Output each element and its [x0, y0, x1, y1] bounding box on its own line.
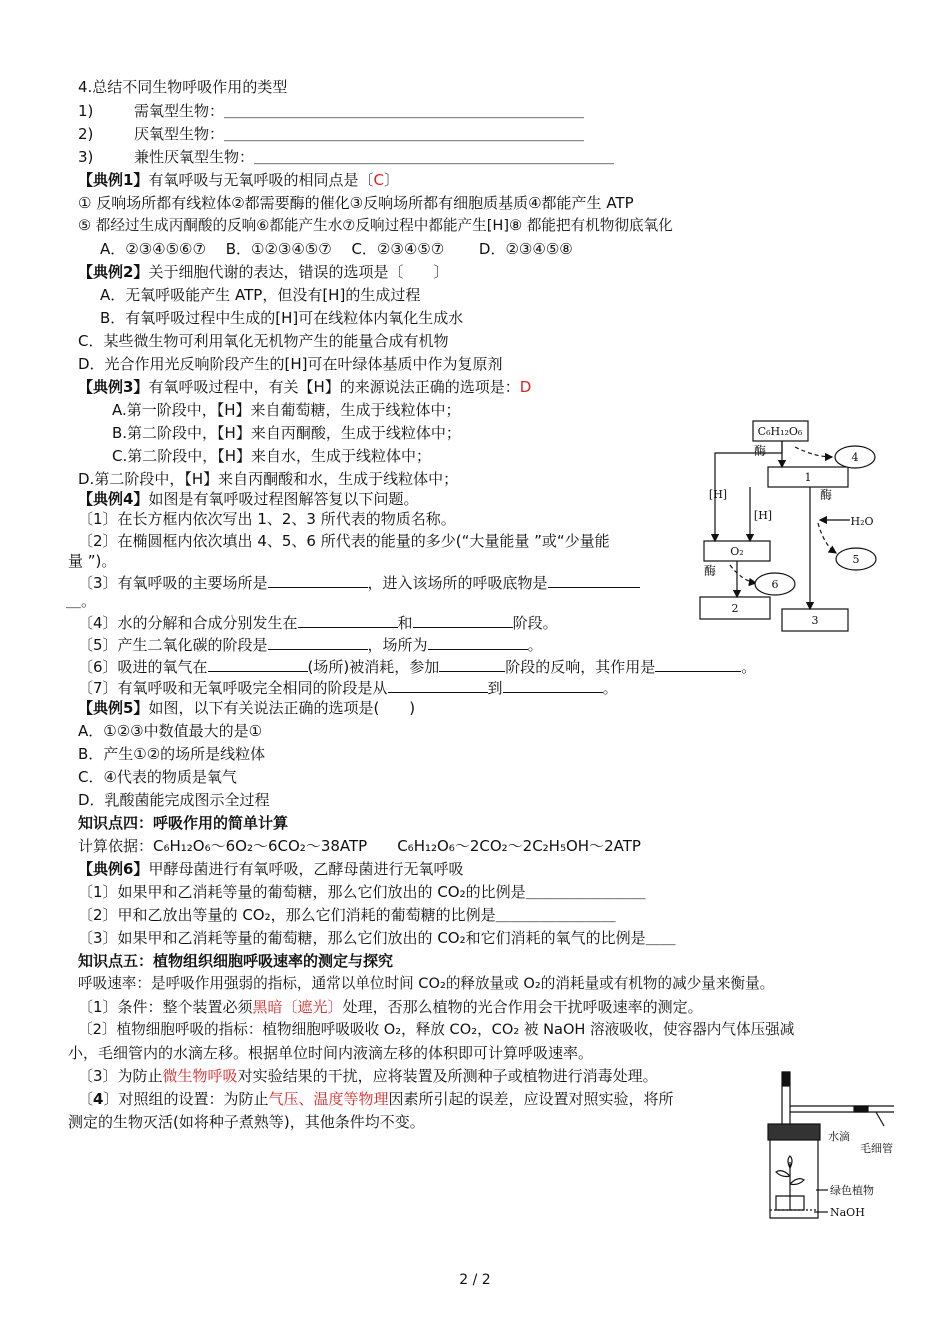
ex2-question: 【典例2】关于细胞代谢的表达，错误的选项是〔 〕	[78, 263, 449, 281]
water-drop-label: 水滴	[828, 1130, 850, 1143]
ex6-q1: 〔1〕如果甲和乙消耗等量的葡萄糖，那么它们放出的 CO₂的比例是＿＿＿＿＿＿＿＿	[78, 883, 646, 901]
ellipse-6-label: 6	[771, 578, 779, 591]
ex3-option-c: C.第二阶段中，【H】来自水，生成于线粒体中；	[112, 447, 432, 465]
box-1-label: 1	[804, 471, 812, 484]
ex3-option-a: A.第一阶段中，【H】来自葡萄糖，生成于线粒体中；	[112, 401, 461, 419]
k5-c3: 〔3〕为防止微生物呼吸对实验结果的干扰，应将装置及所测种子或植物进行消毒处理。	[78, 1067, 658, 1085]
ex2-option-c: C．某些微生物可利用氧化无机物产生的能量合成有机物	[78, 332, 449, 350]
ex3-option-b: B.第二阶段中，【H】来自丙酮酸，生成于线粒体中；	[112, 424, 461, 442]
ex6-q2: 〔2〕甲和乙放出等量的 CO₂，那么它们消耗的葡萄糖的比例是＿＿＿＿＿＿＿＿	[78, 906, 616, 924]
ex5-option-a: A．①②③中数值最大的是①	[78, 722, 263, 740]
k5-c1: 〔1〕条件：整个装置必须黑暗〔遮光〕处理，否那么植物的光合作用会干扰呼吸速率的测定。	[78, 998, 703, 1016]
ellipse-5-label: 5	[852, 553, 860, 566]
ex1-options: A．②③④⑤⑥⑦ B．①②③④⑤⑦ C．②③④⑤⑦ D．②③④⑤⑧	[100, 240, 573, 258]
k5-c4-cont: 测定的生物灭活(如将种子煮熟等)，其他条件均不变。	[68, 1113, 425, 1131]
ex4-q4: 〔4〕水的分解和合成分别发生在 和 阶段。	[78, 614, 558, 632]
apparatus-diagram	[760, 1070, 920, 1230]
ex1-line2: ⑤ 都经过生成丙酮酸的反响⑥都能产生水⑦反响过程中都能产生[H]⑧ 都能把有机物彻底氧化	[78, 217, 673, 234]
ex2-option-d: D．光合作用光反响阶段产生的[H]可在叶绿体基质中作为复原剂	[78, 355, 503, 373]
glucose-label: C₆H₁₂O₆	[757, 425, 803, 438]
ex5-option-c: C．④代表的物质是氧气	[78, 768, 237, 786]
k5-c2b: 小，毛细管内的水滴左移。根据单位时间内液滴左移的体积即可计算呼吸速率。	[68, 1044, 594, 1062]
h-label-1: [H]	[708, 488, 728, 501]
sec4-item-1: 1) 需氧型生物：＿＿＿＿＿＿＿＿＿＿＿＿＿＿＿＿＿＿＿＿＿＿＿＿	[78, 102, 585, 120]
box-3-label: 3	[811, 614, 819, 627]
h-label-2: [H]	[753, 509, 773, 522]
capillary-label: 毛细管	[860, 1142, 893, 1155]
ex6-question: 【典例6】甲酵母菌进行有氧呼吸，乙酵母菌进行无氧呼吸	[78, 860, 464, 878]
page-number: 2 / 2	[459, 1272, 491, 1288]
ex4-q1: 〔1〕在长方框内依次写出 1、2、3 所代表的物质名称。	[78, 510, 456, 528]
respiration-diagram	[690, 415, 890, 635]
ex4-q2b: 量 ”)。	[68, 552, 117, 570]
enzyme-label-3: 酶	[703, 564, 717, 578]
water-drop	[783, 1072, 789, 1086]
k5-title: 知识点五：植物组织细胞呼吸速率的测定与探究	[78, 952, 394, 970]
box-2-label: 2	[731, 602, 739, 615]
k5-c4: 〔4〕对照组的设置：为防止气压、温度等物理因素所引起的误差，应设置对照实验，将所	[78, 1090, 674, 1108]
sec4-item-2: 2) 厌氧型生物：＿＿＿＿＿＿＿＿＿＿＿＿＿＿＿＿＿＿＿＿＿＿＿＿	[78, 125, 585, 143]
ex5-option-d: D．乳酸菌能完成图示全过程	[78, 791, 270, 809]
o2-label: O₂	[730, 545, 744, 558]
ex3-question: 【典例3】有氧呼吸过程中，有关【H】的来源说法正确的选项是：D	[78, 378, 532, 396]
ellipse-4-label: 4	[851, 451, 859, 464]
k5-rate: 呼吸速率：是呼吸作用强弱的指标，通常以单位时间 CO₂的释放量或 O₂的消耗量或有机物的减少量来衡量。	[78, 975, 775, 992]
ex4-q3: 〔3〕有氧呼吸的主要场所是 ，进入该场所的呼吸底物是	[78, 572, 640, 594]
ex4-q5: 〔5〕产生二氧化碳的阶段是 ，场所为 。	[78, 636, 543, 654]
ex6-q3: 〔3〕如果甲和乙消耗等量的葡萄糖，那么它们放出的 CO₂和它们消耗的氧气的比例是＿＿	[78, 929, 676, 947]
ex4-q3-end: ＿。	[66, 592, 97, 610]
ex1-question: 【典例1】有氧呼吸与无氧呼吸的相同点是〔C〕	[78, 171, 399, 189]
naoh-label: NaOH	[830, 1206, 865, 1219]
stopper	[768, 1124, 820, 1140]
ex2-option-b: B．有氧呼吸过程中生成的[H]可在线粒体内氧化生成水	[100, 309, 464, 327]
green-plant-label: 绿色植物	[830, 1184, 874, 1197]
sec4-item-3: 3) 兼性厌氧型生物：＿＿＿＿＿＿＿＿＿＿＿＿＿＿＿＿＿＿＿＿＿＿＿＿	[78, 148, 615, 166]
ex3-option-d: D.第二阶段中，【H】来自丙酮酸和水，生成于线粒体中；	[78, 470, 459, 488]
enzyme-label-1: 酶	[753, 444, 767, 458]
ex5-question: 【典例5】如图，以下有关说法正确的选项是( )	[78, 699, 416, 717]
ex1-line1: ① 反响场所都有线粒体②都需要酶的催化③反响场所都有细胞质基质④都能产生 ATP	[78, 194, 634, 212]
h2o-label: H₂O	[850, 515, 874, 528]
sec4-title: 4.总结不同生物呼吸作用的类型	[78, 78, 288, 96]
ex4-q6: 〔6〕吸进的氧气在 (场所)被消耗，参加 阶段的反响，其作用是 。	[78, 658, 757, 676]
k4-basis: 计算依据：C₆H₁₂O₆～6O₂～6CO₂～38ATP C₆H₁₂O₆～2CO₂～2C₂H₅OH～2ATP	[78, 837, 641, 855]
k4-title: 知识点四：呼吸作用的简单计算	[78, 814, 289, 832]
ex4-q7: 〔7〕有氧呼吸和无氧呼吸完全相同的阶段是从 到 。	[78, 679, 618, 697]
ex4-question: 【典例4】如图是有氧呼吸过程图解答复以下问题。	[78, 490, 419, 508]
ex2-option-a: A．无氧呼吸能产生 ATP，但没有[H]的生成过程	[100, 286, 421, 304]
enzyme-label-2: 酶	[819, 488, 833, 502]
k5-c2a: 〔2〕植物细胞呼吸的指标：植物细胞呼吸吸收 O₂，释放 CO₂，CO₂ 被 NaOH 溶液吸收，使容器内气体压强减	[78, 1021, 795, 1038]
ex5-option-b: B．产生①②的场所是线粒体	[78, 745, 266, 763]
ex4-q2a: 〔2〕在椭圆框内依次填出 4、5、6 所代表的能量的多少(“大量能量 ”或“少量能	[78, 532, 610, 550]
